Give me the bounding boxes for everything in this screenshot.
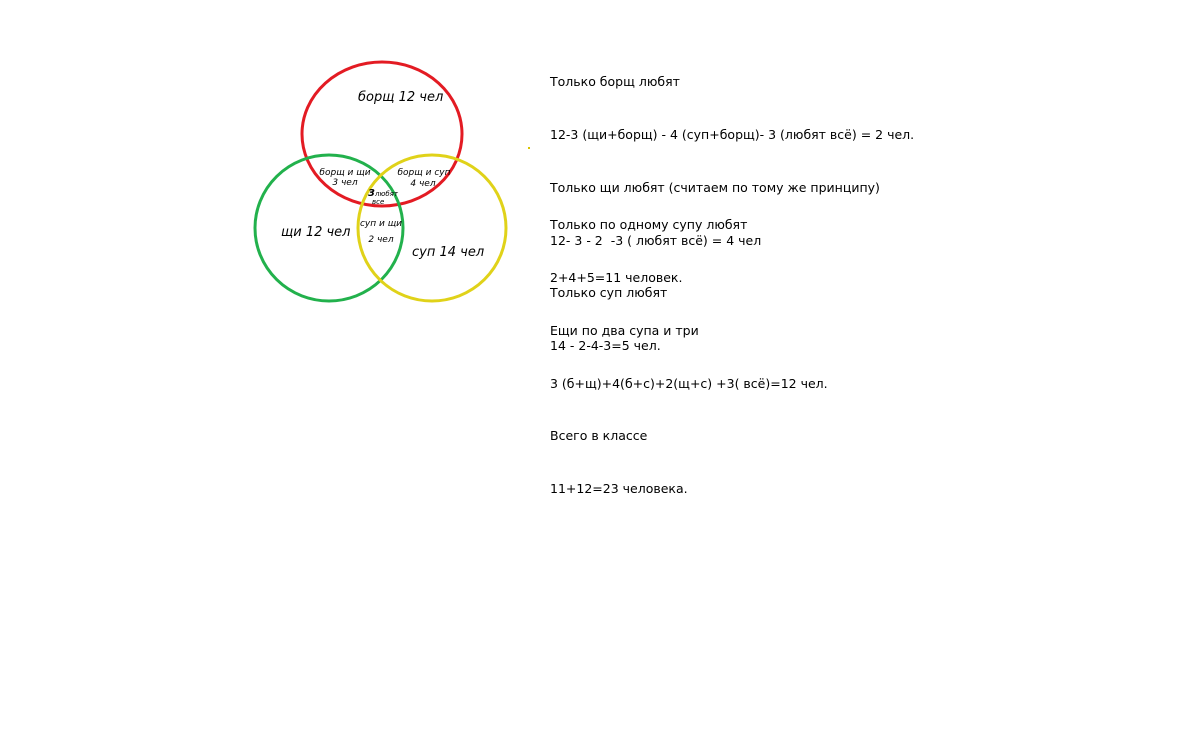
solution-line: Ещи по два супа и три xyxy=(550,322,699,338)
borscht-soup-label: борщ и суп xyxy=(397,168,451,178)
solution-line: Только по одному супу любят xyxy=(550,217,748,233)
borscht-shchi-count: 3 чел xyxy=(332,178,358,188)
solution-line: 12- 3 - 2 -3 ( любят всё) = 4 чел xyxy=(550,232,762,248)
solution-line: 2+4+5=11 человек. xyxy=(550,269,683,285)
solution-line: 12-3 (щи+борщ) - 4 (суп+борщ)- 3 (любят всё) = 2 чел. xyxy=(550,126,915,142)
soup-shchi-count: 2 чел xyxy=(368,235,394,245)
borscht-label: борщ 12 чел xyxy=(358,90,444,105)
all-three-count: 3 xyxy=(368,188,375,199)
solution-line: Всего в классе xyxy=(550,428,648,444)
borscht-circle xyxy=(302,62,462,206)
solution-line: 11+12=23 человека. xyxy=(550,481,688,497)
borscht-soup-count: 4 чел xyxy=(410,179,436,189)
solution-line: Только суп любят xyxy=(550,285,668,301)
solution-line: Только борщ любят xyxy=(550,74,680,90)
solution-line: Только щи любят (считаем по тому же принципу) xyxy=(550,179,880,195)
soup-label: суп 14 чел xyxy=(412,245,485,260)
solution-line: 3 (б+щ)+4(б+с)+2(щ+с) +3( всё)=12 чел. xyxy=(550,375,828,391)
stray-dot xyxy=(528,147,530,149)
all-three-label: любят xyxy=(375,190,398,198)
shchi-label: щи 12 чел xyxy=(281,225,351,240)
borscht-shchi-label: борщ и щи xyxy=(319,168,371,178)
solution-text-2 xyxy=(550,181,828,515)
soup-shchi-label: суп и щи xyxy=(359,219,403,229)
all-three-label-2: все xyxy=(372,198,385,206)
solution-line: 14 - 2-4-3=5 чел. xyxy=(550,338,661,354)
